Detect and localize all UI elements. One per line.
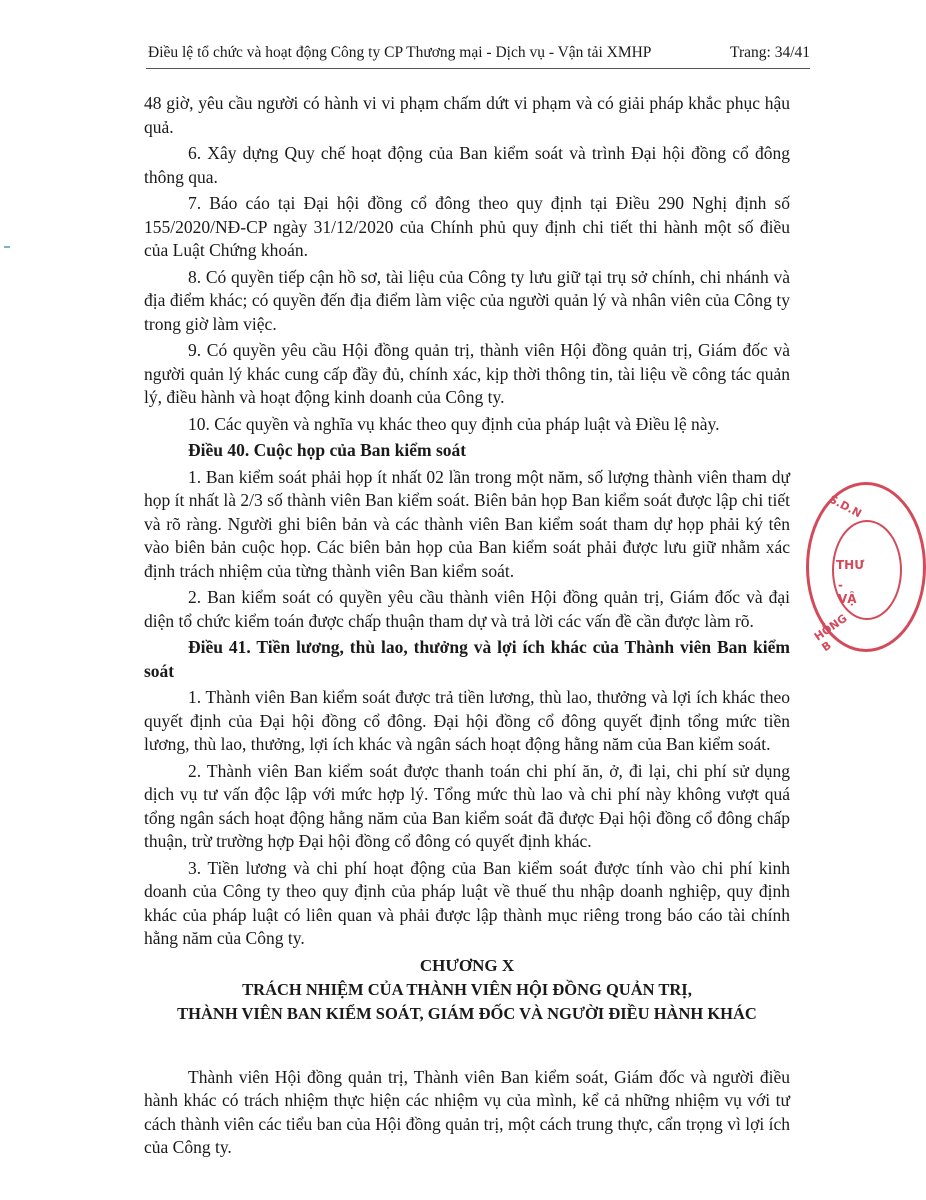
paragraph: 3. Tiền lương và chi phí hoạt động của Ban kiểm soát được tính vào chi phí kinh doanh của Công ty theo quy định của pháp luật về thuế thu nhập doanh nghiệp, quy định khác của pháp luật có liên quan và phải được lập thành mục riêng trong báo cáo tài chính hằng năm của Công ty. [144, 857, 790, 948]
chapter-paragraph: Thành viên Hội đồng quản trị, Thành viên Ban kiểm soát, Giám đốc và người điều hành khác có trách nhiệm thực hiện các nhiệm vụ của mình, kể cả những nhiệm vụ với tư cách thành viên các tiểu ban của Hội đồng quản trị, một cách trung thực, cẩn trọng vì lợi ích của Công ty. [144, 1066, 790, 1157]
article-40-heading: Điều 40. Cuộc họp của Ban kiểm soát [188, 440, 467, 460]
paragraph: 1. Ban kiểm soát phải họp ít nhất 02 lần trong một năm, số lượng thành viên tham dự họp ít nhất là 2/3 số thành viên Ban kiểm soát. Biên bản họp Ban kiểm soát được lập chi tiết và rõ ràng. Người ghi biên bản và các thành viên Ban kiểm soát tham dự họp phải ký tên vào biên bản cuộc họp. Các biên bản họp của Ban kiểm soát phải được lưu giữ nhằm xác định trách nhiệm của từng thành viên Ban kiểm soát. [144, 466, 790, 581]
paragraph: 10. Các quyền và nghĩa vụ khác theo quy định của pháp luật và Điều lệ này. [188, 413, 720, 434]
page-number: Trang: 34/41 [730, 44, 810, 61]
seal-text-mid: THƯ [836, 558, 865, 572]
paragraph: 6. Xây dựng Quy chế hoạt động của Ban kiểm soát và trình Đại hội đồng cổ đông thông qua. [144, 143, 790, 187]
document-body [144, 92, 790, 1163]
document-title: Điều lệ tổ chức và hoạt động Công ty CP Thương mại - Dịch vụ - Vận tải XMHP [148, 44, 652, 61]
chapter-title-line-1: TRÁCH NHIỆM CỦA THÀNH VIÊN HỘI ĐỒNG QUẢN TRỊ, [242, 979, 692, 999]
chapter-title-line-2: THÀNH VIÊN BAN KIỂM SOÁT, GIÁM ĐỐC VÀ NGƯỜI ĐIỀU HÀNH KHÁC [177, 1003, 757, 1023]
paragraph: 1. Thành viên Ban kiểm soát được trả tiền lương, thù lao, thưởng và lợi ích khác theo quyết định của Đại hội đồng cổ đông. Đại hội đồng cổ đông quyết định tổng mức tiền lương, thù lao, thưởng, lợi ích khác và ngân sách hoạt động hằng năm của Ban kiểm soát. [144, 687, 790, 754]
article-41-heading: Điều 41. Tiền lương, thù lao, thưởng và lợi ích khác của Thành viên Ban kiểm soát [144, 637, 790, 681]
paragraph: 8. Có quyền tiếp cận hồ sơ, tài liệu của Công ty lưu giữ tại trụ sở chính, chi nhánh và địa điểm khác; có quyền đến địa điểm làm việc của người quản lý và nhân viên của Công ty trong giờ làm việc. [144, 266, 790, 334]
seal-text-bottom: HỒNG B [811, 611, 850, 655]
paragraph: 2. Ban kiểm soát có quyền yêu cầu thành viên Hội đồng quản trị, Giám đốc và đại diện tổ chức kiểm toán được chấp thuận tham dự và trả lời các vấn đề cần được làm rõ. [144, 587, 790, 631]
seal-text-mid-2: -VẬ [838, 578, 857, 606]
header-divider [146, 68, 810, 69]
chapter-number: CHƯƠNG X [419, 955, 515, 975]
paragraph: 9. Có quyền yêu cầu Hội đồng quản trị, thành viên Hội đồng quản trị, Giám đốc và người quản lý khác cung cấp đầy đủ, chính xác, kịp thời thông tin, tài liệu về công tác quản lý, điều hành và hoạt động kinh doanh của Công ty. [144, 340, 790, 407]
seal-text-top: S.D.N [826, 492, 864, 521]
paragraph: 48 giờ, yêu cầu người có hành vi vi phạm chấm dứt vi phạm và có giải pháp khắc phục hậu quả. [144, 93, 790, 137]
margin-mark [4, 246, 10, 248]
paragraph: 2. Thành viên Ban kiểm soát được thanh toán chi phí ăn, ở, đi lại, chi phí sử dụng dịch vụ tư vấn độc lập với mức hợp lý. Tổng mức thù lao và chi phí này không vượt quá tổng ngân sách hoạt động hằng năm của Ban kiểm soát đã được Đại hội đồng cổ đông chấp thuận, trừ trường hợp Đại hội đồng cổ đông có quyết định khác. [144, 760, 790, 851]
paragraph: 7. Báo cáo tại Đại hội đồng cổ đông theo quy định tại Điều 290 Nghị định số 155/2020/NĐ-CP ngày 31/12/2020 của Chính phủ quy định chi tiết thi hành một số điều của Luật Chứng khoán. [144, 193, 790, 260]
page-header [148, 44, 810, 62]
